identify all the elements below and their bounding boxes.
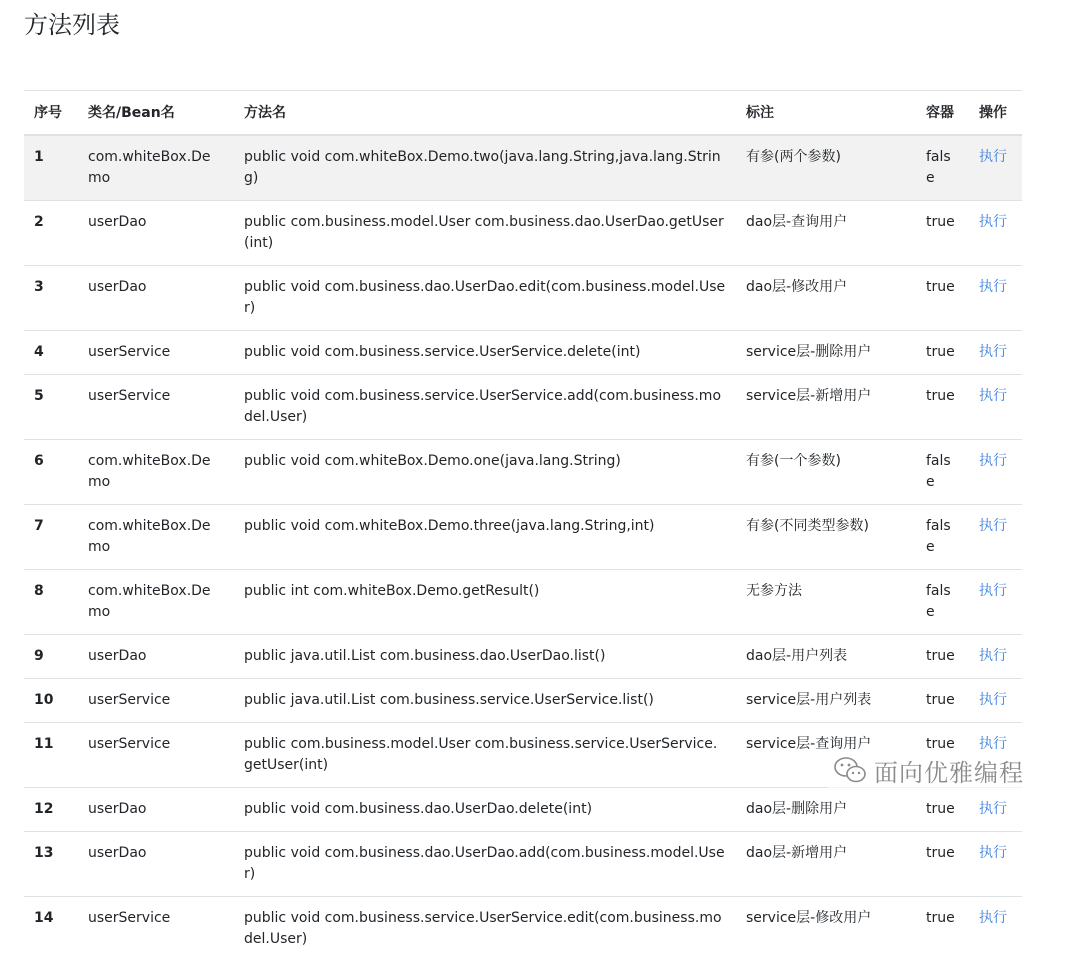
cell-container: true (916, 200, 969, 265)
cell-index: 11 (24, 722, 78, 787)
cell-index: 6 (24, 439, 78, 504)
cell-container: true (916, 722, 969, 787)
table-row (24, 634, 1022, 678)
cell-container: true (916, 374, 969, 439)
cell-action (969, 439, 1022, 504)
header-method-name: 方法名 (234, 91, 736, 135)
cell-bean-name: userService (78, 330, 234, 374)
table-row (24, 787, 1022, 831)
table-body (24, 135, 1022, 961)
cell-note: 有参(两个参数) (746, 148, 841, 165)
cell-container: false (916, 504, 969, 569)
table-row (24, 504, 1022, 569)
cell-action (969, 135, 1022, 201)
execute-link[interactable]: 执行 (979, 213, 1007, 230)
execute-link[interactable]: 执行 (979, 800, 1007, 817)
cell-index: 9 (24, 634, 78, 678)
cell-method-name: public com.business.model.User com.business.dao.UserDao.getUser(int) (234, 200, 736, 265)
cell-bean-name: com.whiteBox.Demo (78, 439, 234, 504)
execute-link[interactable]: 执行 (979, 343, 1007, 360)
table-row (24, 200, 1022, 265)
execute-link[interactable]: 执行 (979, 647, 1007, 664)
execute-link[interactable]: 执行 (979, 148, 1007, 165)
cell-note: service层-用户列表 (736, 678, 916, 722)
cell-container: true (916, 330, 969, 374)
cell-bean-name: userService (78, 722, 234, 787)
cell-note: 有参(一个参数) (736, 439, 916, 504)
cell-method-name: public void com.business.service.UserService.edit(com.business.model.User) (234, 896, 736, 961)
execute-link[interactable]: 执行 (979, 735, 1007, 752)
cell-bean-name: userDao (78, 787, 234, 831)
cell-note: dao层-新增用户 (736, 831, 916, 896)
cell-method-name: public void com.business.dao.UserDao.delete(int) (234, 787, 736, 831)
cell-method-name: public java.util.List com.business.dao.UserDao.list() (234, 634, 736, 678)
cell-method-name: public void com.business.dao.UserDao.add(com.business.model.User) (234, 831, 736, 896)
execute-link[interactable]: 执行 (979, 452, 1007, 469)
cell-method-name: public void com.business.service.UserService.add(com.business.model.User) (234, 374, 736, 439)
cell-action (969, 678, 1022, 722)
table-row (24, 569, 1022, 634)
cell-note: dao层-删除用户 (736, 787, 916, 831)
cell-method-name: public void com.business.service.UserService.delete(int) (234, 330, 736, 374)
cell-bean-name: userDao (78, 200, 234, 265)
wechat-icon (832, 755, 868, 785)
table-row (24, 330, 1022, 374)
cell-index: 8 (24, 569, 78, 634)
cell-container: false (916, 439, 969, 504)
cell-action (969, 569, 1022, 634)
cell-method-name: public void com.whiteBox.Demo.two(java.lang.String,java.lang.String) (244, 148, 721, 186)
cell-index: 2 (24, 200, 78, 265)
cell-action (969, 831, 1022, 896)
method-table (24, 90, 1022, 961)
table-row (24, 896, 1022, 961)
table-row (24, 374, 1022, 439)
header-bean-name: 类名/Bean名 (78, 91, 234, 135)
execute-link[interactable]: 执行 (979, 844, 1007, 861)
method-table-container (24, 90, 1022, 961)
table-row (24, 678, 1022, 722)
cell-bean-name: userDao (78, 265, 234, 330)
cell-action (969, 330, 1022, 374)
cell-note: dao层-用户列表 (736, 634, 916, 678)
cell-method-name: public void com.business.dao.UserDao.edit(com.business.model.User) (234, 265, 736, 330)
cell-index: 12 (24, 787, 78, 831)
header-container: 容器 (916, 91, 969, 135)
cell-container: true (916, 831, 969, 896)
header-action: 操作 (969, 91, 1022, 135)
cell-method-name: public void com.whiteBox.Demo.one(java.lang.String) (234, 439, 736, 504)
cell-method-name: public int com.whiteBox.Demo.getResult() (234, 569, 736, 634)
table-row (24, 439, 1022, 504)
cell-bean-name: com.whiteBox.Demo (78, 569, 234, 634)
execute-link[interactable]: 执行 (979, 278, 1007, 295)
cell-bean-name: userService (78, 678, 234, 722)
cell-bean-name: userService (78, 896, 234, 961)
cell-index: 5 (24, 374, 78, 439)
cell-note: service层-修改用户 (736, 896, 916, 961)
table-header (24, 91, 1022, 135)
cell-action (969, 787, 1022, 831)
cell-index: 7 (24, 504, 78, 569)
execute-link[interactable]: 执行 (979, 387, 1007, 404)
cell-bean-name: userDao (78, 831, 234, 896)
execute-link[interactable]: 执行 (979, 691, 1007, 708)
cell-note: service层-删除用户 (736, 330, 916, 374)
cell-bean-name: com.whiteBox.Demo (88, 148, 211, 186)
cell-container: true (916, 787, 969, 831)
execute-link[interactable]: 执行 (979, 909, 1007, 926)
cell-method-name: public java.util.List com.business.service.UserService.list() (234, 678, 736, 722)
cell-index: 4 (24, 330, 78, 374)
cell-action (969, 634, 1022, 678)
cell-note: service层-查询用户 (736, 722, 916, 787)
cell-index: 14 (24, 896, 78, 961)
cell-note: dao层-查询用户 (736, 200, 916, 265)
cell-action (969, 374, 1022, 439)
cell-container: true (916, 634, 969, 678)
cell-note: 有参(不同类型参数) (736, 504, 916, 569)
cell-bean-name: userDao (78, 634, 234, 678)
cell-note: dao层-修改用户 (736, 265, 916, 330)
cell-container: true (916, 896, 969, 961)
header-index: 序号 (24, 91, 78, 135)
cell-index: 1 (34, 148, 44, 165)
cell-container: false (916, 569, 969, 634)
table-row (24, 265, 1022, 330)
execute-link[interactable]: 执行 (979, 582, 1007, 599)
cell-note: service层-新增用户 (736, 374, 916, 439)
page-title: 方法列表 (24, 11, 120, 39)
cell-method-name: public void com.whiteBox.Demo.three(java.lang.String,int) (234, 504, 736, 569)
cell-index: 13 (24, 831, 78, 896)
watermark (828, 752, 1028, 788)
cell-action (969, 200, 1022, 265)
cell-note: 无参方法 (736, 569, 916, 634)
cell-container: false (926, 148, 951, 186)
cell-container: true (916, 678, 969, 722)
execute-link[interactable]: 执行 (979, 517, 1007, 534)
cell-index: 10 (24, 678, 78, 722)
cell-method-name: public com.business.model.User com.business.service.UserService.getUser(int) (234, 722, 736, 787)
cell-container: true (916, 265, 969, 330)
table-row (24, 831, 1022, 896)
cell-action (969, 265, 1022, 330)
cell-action (969, 504, 1022, 569)
header-note: 标注 (736, 91, 916, 135)
cell-bean-name: userService (78, 374, 234, 439)
cell-bean-name: com.whiteBox.Demo (78, 504, 234, 569)
watermark-text: 面向优雅编程 (874, 758, 1024, 787)
cell-index: 3 (24, 265, 78, 330)
table-header-row (24, 91, 1022, 135)
cell-action (969, 896, 1022, 961)
table-row (24, 135, 1022, 201)
